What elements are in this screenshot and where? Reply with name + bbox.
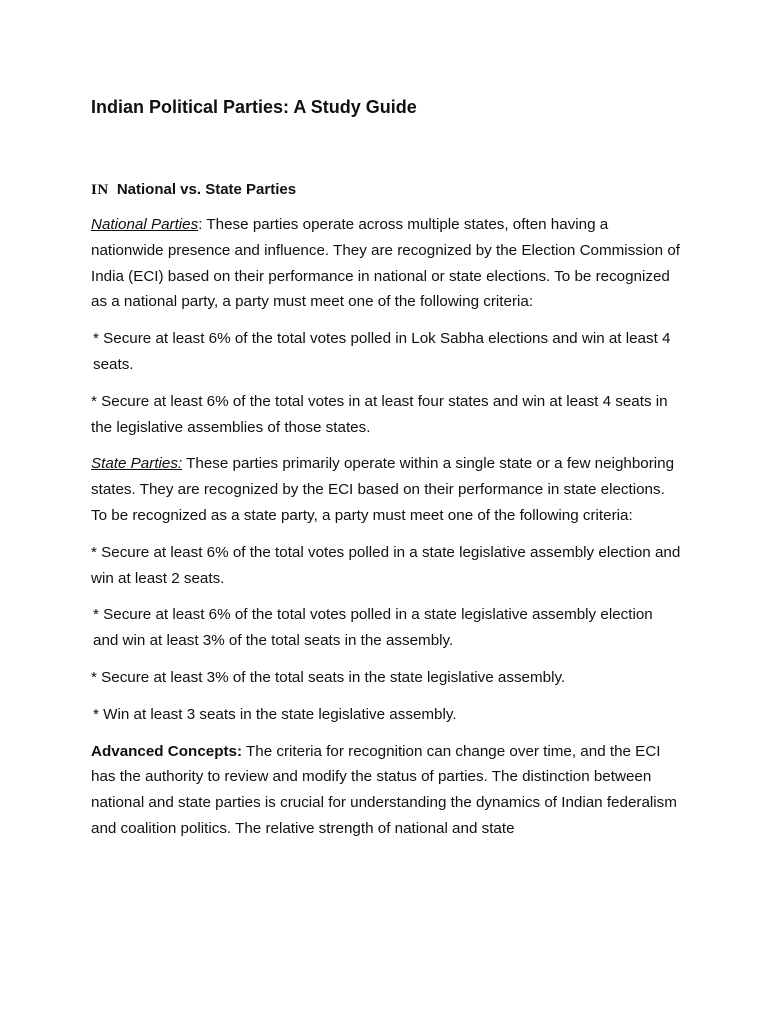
state-criterion-4: * Win at least 3 seats in the state legislative assembly. <box>93 705 457 723</box>
state-parties-label: State Parties: <box>91 455 183 473</box>
state-criterion-2: * Secure at least 6% of the total votes polled in a state legislative assembly election and win at least 3% of the total seats in the assembly. <box>93 606 653 650</box>
national-criterion-2: * Secure at least 6% of the total votes in at least four states and win at least 4 seats in the legislative assemblies of those states. <box>91 392 668 436</box>
document-page <box>91 94 681 842</box>
national-parties-paragraph <box>91 212 681 315</box>
document-title: Indian Political Parties: A Study Guide <box>91 97 417 117</box>
advanced-concepts-paragraph <box>91 739 681 842</box>
state-criterion-1: * Secure at least 6% of the total votes polled in a state legislative assembly election and win at least 2 seats. <box>91 543 681 587</box>
advanced-concepts-text: The criteria for recognition can change over time, and the ECI has the authority to review and modify the status of parties. The distinction between national and state parties is crucial for understanding the dynamics of Indian federalism and coalition politics. The relative strength of national and state <box>91 742 677 837</box>
national-parties-text: : These parties operate across multiple states, often having a nationwide presence and influence. They are recognized by the Election Commission of India (ECI) based on their performance in national or state elections. To be recognized as a national party, a party must meet one of the following criteria: <box>91 216 680 311</box>
national-parties-label: National Parties <box>91 216 199 233</box>
india-flag-badge: IN <box>91 182 109 198</box>
state-criterion-3: * Secure at least 3% of the total seats in the state legislative assembly. <box>91 668 566 686</box>
state-parties-text: These parties primarily operate within a single state or a few neighboring states. They are recognized by the ECI based on their performance in state elections. To be recognized as a state party, a party must meet one of the following criteria: <box>91 455 675 524</box>
state-parties-paragraph <box>91 451 681 528</box>
section-heading <box>91 178 681 202</box>
section-heading-text: National vs. State Parties <box>116 181 297 198</box>
advanced-concepts-label: Advanced Concepts: <box>91 742 243 760</box>
national-criterion-1: * Secure at least 6% of the total votes polled in Lok Sabha elections and win at least 4 seats. <box>93 330 671 373</box>
